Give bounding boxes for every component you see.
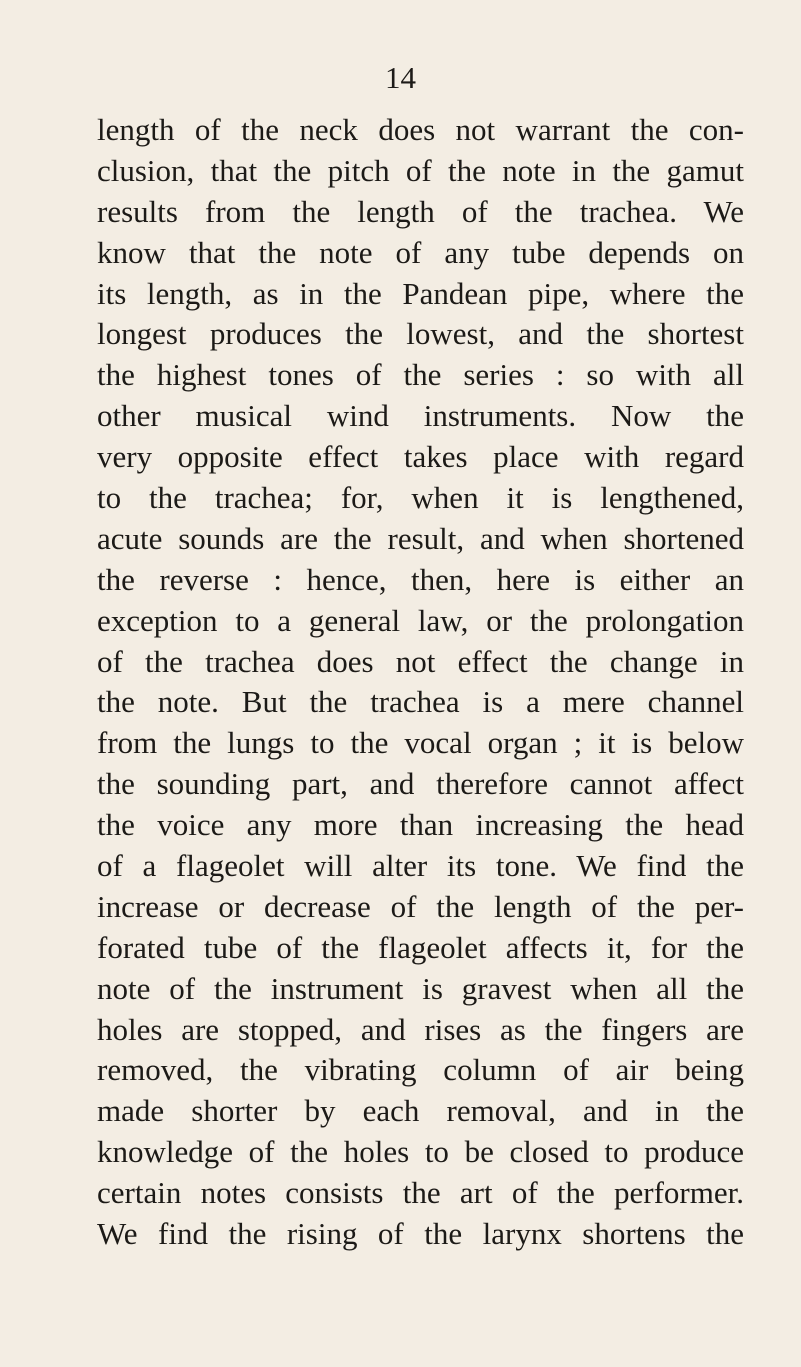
text-line: exception to a general law, or the prolongation xyxy=(97,602,744,638)
text-line: forated tube of the flageolet affects it, for the xyxy=(97,929,744,965)
page-number: 14 xyxy=(385,60,416,95)
body-text xyxy=(97,110,744,1255)
text-line: the reverse : hence, then, here is either an xyxy=(97,561,744,597)
text-line: We find the rising of the larynx shortens the xyxy=(97,1216,744,1252)
text-line: know that the note of any tube depends on xyxy=(97,234,744,270)
text-line: clusion, that the pitch of the note in the gamut xyxy=(97,152,744,188)
text-line: other musical wind instruments. Now the xyxy=(97,398,744,434)
text-line: removed, the vibrating column of air being xyxy=(97,1052,744,1088)
text-line: certain notes consists the art of the performer. xyxy=(97,1175,744,1211)
text-line: results from the length of the trachea. We xyxy=(97,193,744,229)
text-line: longest produces the lowest, and the shortest xyxy=(97,316,744,352)
text-line: length of the neck does not warrant the con- xyxy=(97,112,744,147)
text-line: its length, as in the Pandean pipe, where the xyxy=(97,275,744,311)
text-line: to the trachea; for, when it is lengthened, xyxy=(97,480,744,516)
text-line: increase or decrease of the length of the per- xyxy=(97,888,744,924)
text-line: from the lungs to the vocal organ ; it is below xyxy=(97,725,744,761)
text-line: of a flageolet will alter its tone. We find the xyxy=(97,848,744,884)
text-line: made shorter by each removal, and in the xyxy=(97,1093,744,1129)
text-line: note of the instrument is gravest when all the xyxy=(97,970,744,1006)
text-line: very opposite effect takes place with regard xyxy=(97,439,744,475)
text-line: the sounding part, and therefore cannot affect xyxy=(97,766,744,802)
text-line: the highest tones of the series : so with all xyxy=(97,357,744,393)
text-line: the note. But the trachea is a mere channel xyxy=(97,684,744,720)
text-line: the voice any more than increasing the head xyxy=(97,807,744,843)
text-line: of the trachea does not effect the change in xyxy=(97,643,744,679)
text-line: acute sounds are the result, and when shortened xyxy=(97,520,744,556)
text-line: knowledge of the holes to be closed to produce xyxy=(97,1134,744,1170)
text-line: holes are stopped, and rises as the fingers are xyxy=(97,1011,744,1047)
